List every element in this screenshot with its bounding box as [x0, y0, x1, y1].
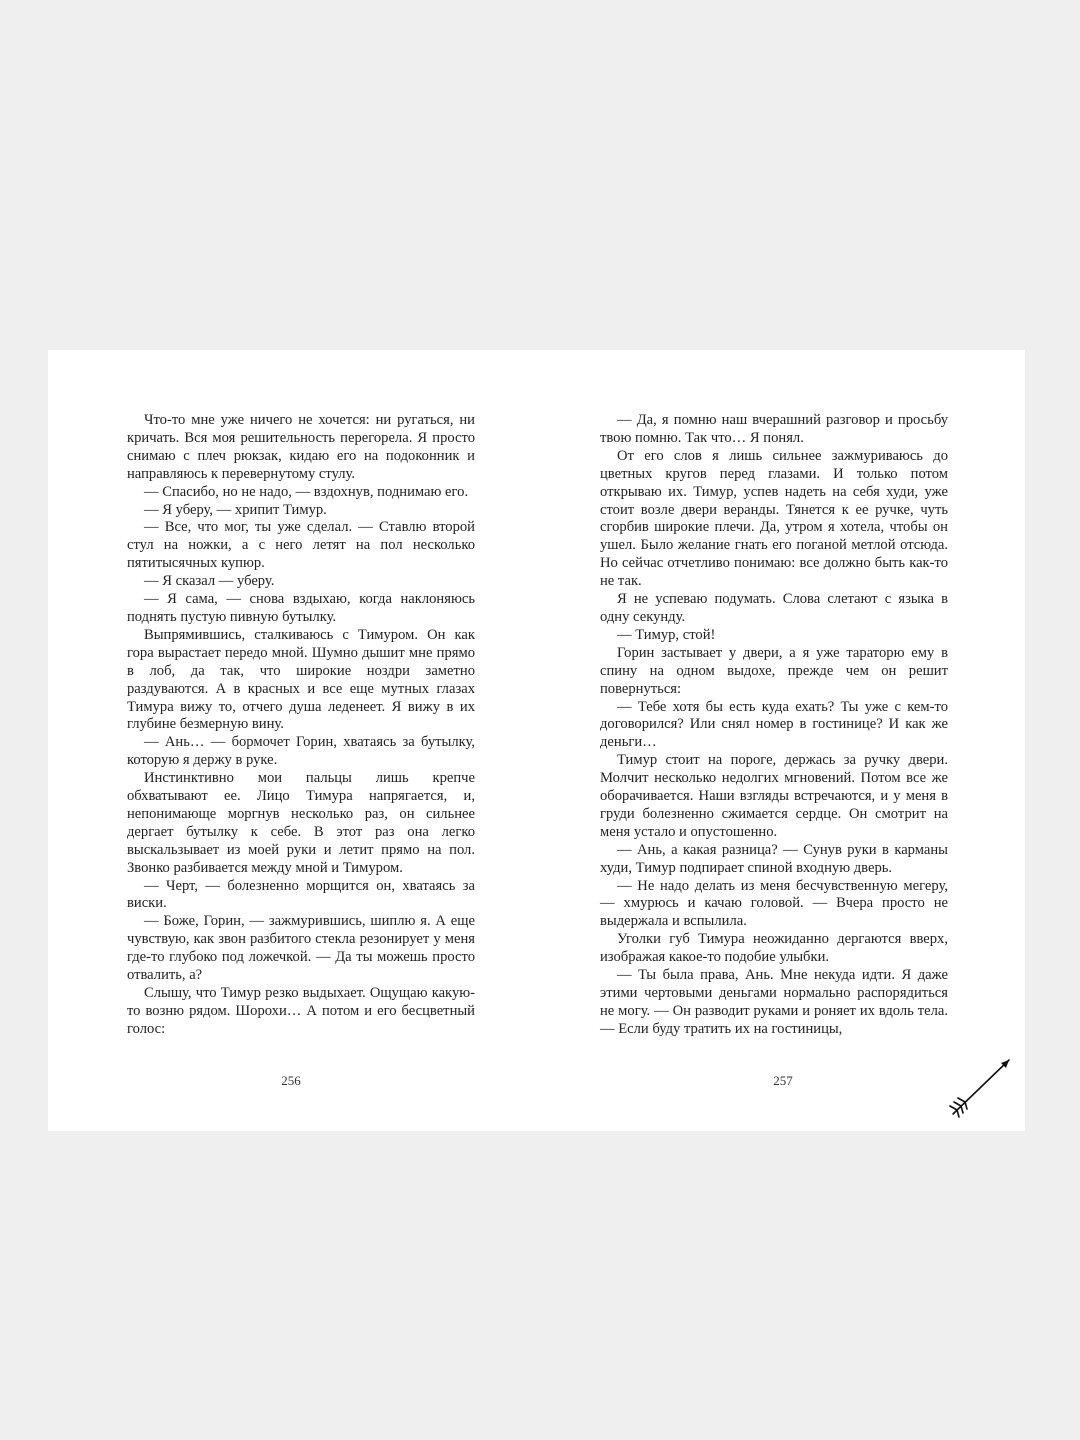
arrow-icon [948, 1055, 1014, 1119]
paragraph: — Тимур, стой! [617, 626, 716, 643]
paragraph: — Я сказал — уберу. [144, 573, 275, 590]
paragraph: — Тебе хотя бы есть куда ехать? Ты уже с кем-то договорился? Или снял номер в гостинице? И как же деньги… [600, 698, 948, 751]
paragraph: — Да, я помню наш вчерашний разговор и просьбу твою помню. Так что… Я понял. [600, 412, 948, 446]
paragraph: Что-то мне уже ничего не хочется: ни ругаться, ни кричать. Вся моя решительность перегорела. Я просто снимаю с плеч рюкзак, кидаю его на подоконник и направляюсь к перевернутому стулу. [127, 412, 475, 482]
paragraph: Инстинктивно мои пальцы лишь крепче обхватывают ее. Лицо Тимура напрягается, и, непонимающе моргнув несколько раз, он сильнее дергает бутылку к себе. В этот раз она легко выскальзывает из моей руки и летит прямо на пол. Звонко разбивается между мной и Тимуром. [127, 770, 475, 876]
paragraph: — Ань… — бормочет Горин, хватаясь за бутылку, которую я держу в руке. [127, 734, 475, 769]
paragraph: — Ты была права, Ань. Мне некуда идти. Я даже этими чертовыми деньгами нормально распорядиться не могу. — Он разводит руками и роняет их вдоль тела. — Если буду тратить их на гостиницы, [600, 967, 948, 1037]
paragraph: — Я уберу, — хрипит Тимур. [144, 501, 327, 518]
paragraph: — Боже, Горин, — зажмурившись, шиплю я. А еще чувствую, как звон разбитого стекла резонирует у меня где-то глубоко под ложечкой. — Да ты можешь просто отвалить, а? [127, 913, 475, 984]
book-spread [48, 350, 1025, 1131]
paragraph: От его слов я лишь сильнее зажмуриваюсь до цветных кругов перед глазами. И только потом открываю их. Тимур, успев надеть на себя худи, уже стоит возле двери веранды. Тянется к ее ручке, чуть сгорбив широкие плечи. Да, утром я хотела, чтобы он ушел. Было желание гнать его поганой метлой отсюда. Но сейчас отчетливо понимаю: все должно быть как-то не так. [600, 447, 948, 590]
paragraph: — Я сама, — снова вздыхаю, когда наклоняюсь поднять пустую пивную бутылку. [127, 591, 475, 625]
paragraph: Горин застывает у двери, а я уже тараторю ему в спину на одном выдохе, прежде чем он решит повернуться: [600, 644, 948, 697]
paragraph: Я не успеваю подумать. Слова слетают с языка в одну секунду. [600, 591, 948, 625]
page-number-right: 257 [773, 1073, 793, 1088]
paragraph: — Все, что мог, ты уже сделал. — Ставлю второй стул на ножки, а с него летят на пол несколько пятитысячных купюр. [127, 519, 475, 572]
paragraph: Слышу, что Тимур резко выдыхает. Ощущаю какую-то возню рядом. Шорохи… А потом и его бесцветный голос: [127, 985, 475, 1037]
page-number-left: 256 [281, 1073, 301, 1088]
paragraph: — Не надо делать из меня бесчувственную мегеру, — хмурюсь и качаю головой. — Вчера просто не выдержала и вспылила. [600, 877, 948, 930]
paragraph: — Спасибо, но не надо, — вздохнув, поднимаю его. [144, 483, 469, 500]
paragraph: — Ань, а какая разница? — Сунув руки в карманы худи, Тимур подпирает спиной входную дверь. [600, 841, 948, 876]
paragraph: Выпрямившись, сталкиваюсь с Тимуром. Он как гора вырастает передо мной. Шумно дышит мне прямо в лоб, да так, что широкие ноздри заметно раздуваются. А в красных и все еще мутных глазах Тимура вижу то, отчего душа леденеет. Я вижу в их глубине безмерную вину. [127, 626, 475, 733]
paragraph: — Черт, — болезненно морщится он, хватаясь за виски. [127, 877, 475, 912]
paragraph: Уголки губ Тимура неожиданно дергаются вверх, изображая какое-то подобие улыбки. [600, 931, 948, 966]
paragraph: Тимур стоит на пороге, держась за ручку двери. Молчит несколько недолгих мгновений. Потом все же оборачивается. Наши взгляды встречаются, и у меня в груди болезненно сжимается сердце. Он смотрит на меня устало и опустошенно. [600, 752, 948, 840]
right-page-text [600, 412, 948, 1039]
left-page-text [127, 412, 475, 1039]
